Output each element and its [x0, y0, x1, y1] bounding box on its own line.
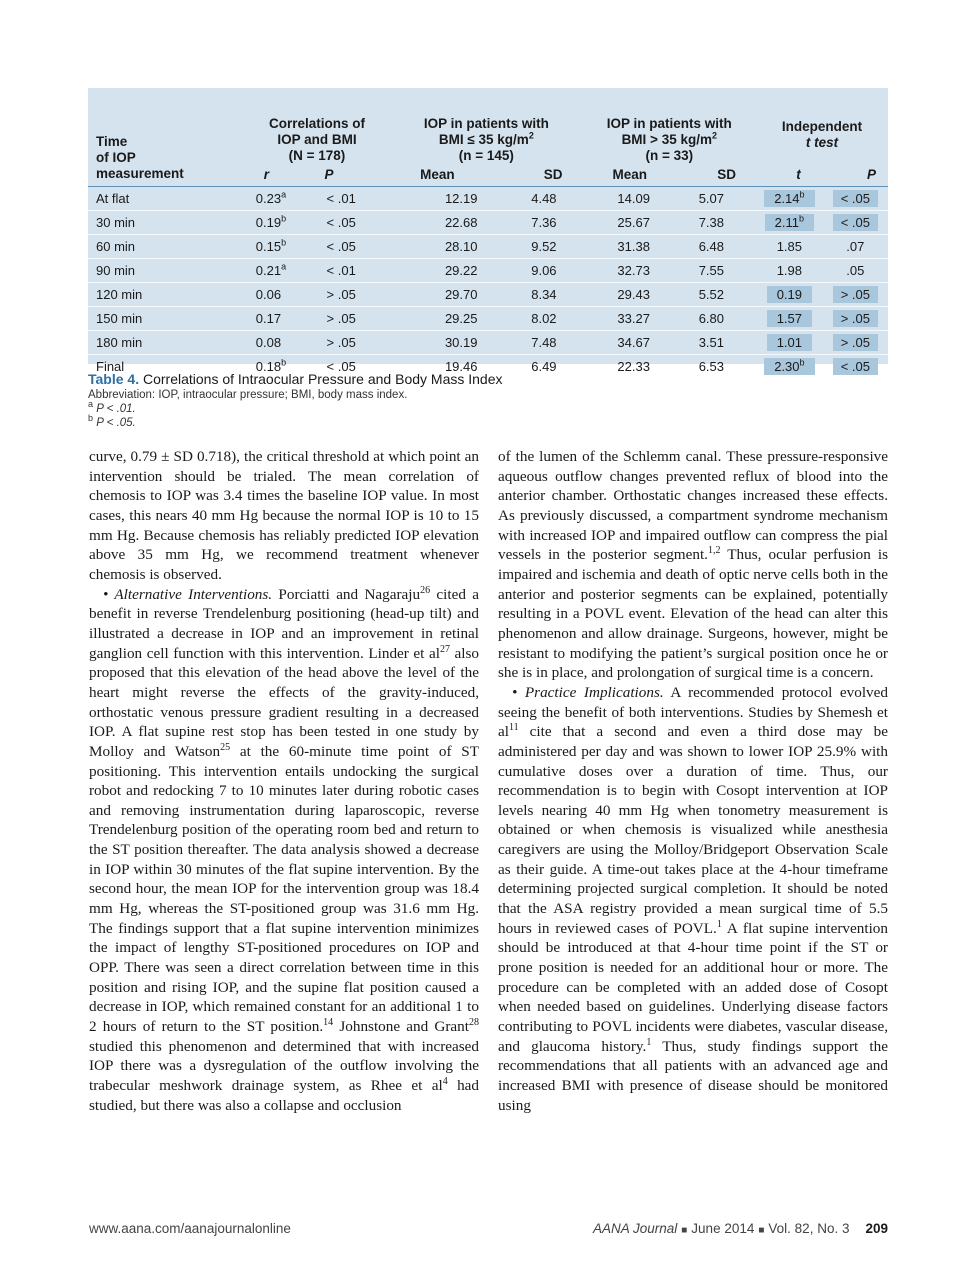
cell-p: < .05: [326, 239, 356, 254]
caption-abbreviation: Abbreviation: IOP, intraocular pressure; BMI, body mass index.: [88, 389, 408, 401]
cell-time: At flat: [96, 191, 130, 206]
cell-p: < .01: [326, 191, 356, 206]
table-row: [88, 283, 888, 307]
mean1-subheader: Mean: [420, 167, 455, 182]
cell-sd1: 7.36: [531, 215, 557, 230]
cell-r: 0.06: [255, 287, 282, 302]
correlations-group-header: Correlations of IOP and BMI (N = 178): [268, 116, 365, 163]
caption-title: Table 4. Correlations of Intraocular Pressure and Body Mass Index: [88, 371, 503, 387]
cell-mean2: 25.67: [617, 215, 650, 230]
cell-time: 30 min: [96, 215, 136, 230]
table-caption: [88, 370, 888, 430]
cell-sd1: 9.52: [531, 239, 557, 254]
cell-mean1: 28.10: [444, 239, 478, 254]
cell-sd2: 5.52: [698, 287, 725, 302]
left-column: [89, 447, 479, 1115]
t-test-group-header: Independent t test: [781, 119, 863, 150]
cell-p2: > .05: [823, 331, 888, 355]
cell-p2: > .05: [823, 307, 888, 331]
cell-mean2: 29.43: [617, 287, 650, 302]
cell-sd1: 9.06: [531, 263, 557, 278]
bmi-high-group-header: IOP in patients with BMI > 35 $kg/m^2$ (n = 33): [606, 116, 732, 163]
t-subheader: t: [796, 167, 801, 182]
alternative-interventions-paragraph: • Alternative Interventions. Porciatti and Nagaraju$^{26}$ cited a benefit in reverse Trendelenburg positioning (head-up tilt) and illustrated a decrease in IOP and an improvement in retinal ganglion cell function with this intervention. Linder et $al^{27}$ also proposed that this elevation of the head above the level of the heart might reverse the effects of the gravity-induced, orthostatic venous pressure gradient resulting in a decreased IOP. A flat supine rest stop has been tested in one study by Molloy and Watson$^{25}$ at the 60-minute time point of ST positioning. This intervention entails undocking the surgical robot and redocking 7 to 10 minutes later during robotic cases and removing instrumentation during laparoscopic, reverse Trendelenburg position of the operating room bed and return to the ST position thereafter. The data analysis showed a decrease in IOP within 30 minutes of the flat supine intervention. By the second hour, the mean IOP for the intervention group was 18.4 mm Hg, whereas the ST-positioned group was 31.6 mm Hg. The findings support that a flat supine intervention minimizes the impact of lengthy ST-positioned procedures on IOP and OPP. There was seen a direct correlation between time in this position and rising IOP, and the supine flat position caused a decrease in IOP, which remained constant for an additional 1 to 2 hours of return to the ST position.$^{14}$ Johnstone and Grant$^{28}$ studied this phenomenon and determined that with increased IOP there was a dysregulation of the outflow involving the trabecular meshwork drainage system, as Rhee et $al^4$ had studied, but there was also a collapse and occlusion: [89, 584, 479, 1114]
mean2-subheader: Mean: [612, 167, 648, 182]
cell-sd1: 4.48: [531, 191, 557, 206]
cell-mean2: 34.67: [617, 335, 650, 350]
page-number: 209: [865, 1221, 888, 1236]
cell-t: 2.30$^b$: [756, 355, 823, 379]
cell-mean1: 19.46: [444, 359, 478, 374]
cell-p2: < .05: [823, 355, 888, 379]
cell-sd2: 7.55: [698, 263, 725, 278]
cell-sd2: 6.48: [698, 239, 725, 254]
caption-note-b: $^b$ P < .05.: [88, 413, 136, 429]
cell-mean2: 31.38: [617, 239, 650, 254]
cell-mean1: 29.70: [444, 287, 478, 302]
table-row: [88, 211, 888, 235]
cell-mean2: 33.27: [617, 311, 650, 326]
cell-r: 0.18$^b$: [255, 357, 287, 374]
cell-mean1: 29.22: [444, 263, 478, 278]
cell-sd2: 5.07: [698, 191, 725, 206]
bmi-low-group-header: IOP in patients with BMI ≤ 35 $kg/m^2$ (n = 145): [423, 116, 549, 163]
cell-mean2: 22.33: [617, 359, 650, 374]
iop-bmi-table: [88, 88, 888, 378]
cell-p: < .05: [326, 359, 356, 374]
caption-note-a: $^a$ P < .01.: [88, 399, 136, 415]
p-subheader: P: [324, 167, 334, 182]
cell-r: 0.19$^b$: [255, 213, 287, 230]
cell-r: 0.23$^a$: [255, 189, 287, 206]
cell-mean1: 22.68: [444, 215, 478, 230]
cell-time: 90 min: [96, 263, 136, 278]
left-paragraph-1: curve, 0.79 ± SD 0.718), the critical threshold at which point an intervention should be trialed. The mean correlation of chemosis to IOP was 3.4 times the baseline IOP value. In most cases, this nears 40 mm Hg because the normal IOP is 10 to 15 mm Hg. Because chemosis has reliably predicted IOP elevation above 35 mm Hg, we recommend treatment whenever chemosis is observed.: [89, 448, 479, 583]
table-row: [88, 235, 888, 259]
footer-url[interactable]: www.aana.com/aanajournalonline: [89, 1221, 291, 1236]
right-paragraph-1: of the lumen of the Schlemm canal. These pressure-responsive aqueous outflow changes prevented reflux of blood into the anterior chamber. Orthostatic changes increased these effects. As previously discussed, a compartment syndrome mechanism with increased IOP and impaired outflow can compress the pial vessels in the posterior segment.$^{1,2}$ Thus, ocular perfusion is impaired and ischemia and death of optic nerve cells both in the anterior and posterior segments can be explained, potentially resulting in a POVL event. Elevation of the head can alter this phenomenon and allow drainage. Surgeons, however, might be resistant to modifying the patient’s surgical position once he or she is in place, and prolongation of surgical time is a concern.: [498, 448, 888, 682]
cell-p2: .07: [846, 239, 865, 254]
cell-t: 2.11$^b$: [756, 211, 823, 235]
cell-r: 0.08: [255, 335, 282, 350]
cell-t: 1.98: [776, 263, 802, 278]
cell-t: 1.01: [756, 331, 823, 355]
cell-sd1: 6.49: [531, 359, 557, 374]
cell-p2: .05: [846, 263, 865, 278]
table-row: [88, 259, 888, 283]
cell-r: 0.15$^b$: [255, 237, 287, 254]
table-4: [88, 88, 888, 374]
cell-r: 0.21$^a$: [255, 261, 287, 278]
cell-t: 2.14$^b$: [756, 187, 823, 211]
time-column-header: Time of IOP measurement: [96, 134, 184, 181]
cell-mean2: 14.09: [617, 191, 650, 206]
cell-sd1: 7.48: [531, 335, 557, 350]
table-row: [88, 187, 888, 211]
cell-time: Final: [96, 359, 125, 374]
cell-p: > .05: [326, 335, 356, 350]
cell-time: 60 min: [96, 239, 136, 254]
cell-p2: > .05: [823, 283, 888, 307]
cell-sd1: 8.34: [531, 287, 557, 302]
cell-t: 1.57: [756, 307, 823, 331]
cell-r: 0.17: [255, 311, 282, 326]
cell-time: 180 min: [96, 335, 143, 350]
cell-sd2: 3.51: [698, 335, 725, 350]
cell-p: < .01: [326, 263, 356, 278]
table-row: [88, 307, 888, 331]
sd1-subheader: SD: [543, 167, 563, 182]
footer-citation: AANA Journal ■ June 2014 ■ Vol. 82, No. 3 209: [592, 1221, 888, 1236]
cell-mean1: 29.25: [444, 311, 478, 326]
cell-sd2: 6.53: [698, 359, 725, 374]
p2-subheader: P: [866, 167, 876, 182]
cell-sd2: 7.38: [698, 215, 725, 230]
cell-time: 150 min: [96, 311, 143, 326]
cell-mean1: 12.19: [444, 191, 478, 206]
cell-p2: < .05: [823, 187, 888, 211]
cell-p: > .05: [326, 287, 356, 302]
cell-time: 120 min: [96, 287, 143, 302]
cell-t: 0.19: [756, 283, 823, 307]
sd2-subheader: SD: [717, 167, 737, 182]
cell-p: > .05: [326, 311, 356, 326]
cell-sd2: 6.80: [698, 311, 725, 326]
cell-sd1: 8.02: [531, 311, 557, 326]
table-row: [88, 331, 888, 355]
cell-p2: < .05: [823, 211, 888, 235]
cell-p: < .05: [326, 215, 356, 230]
cell-t: 1.85: [776, 239, 802, 254]
cell-mean2: 32.73: [617, 263, 650, 278]
cell-mean1: 30.19: [444, 335, 478, 350]
practice-implications-paragraph: • Practice Implications. A recommended protocol evolved seeing the benefit of both interventions. Studies by Shemesh et $al^{11}$ cite that a second and even a third dose may be administered per day and was shown to lower IOP 25.9% with cumulative doses over a duration of time. Thus, our recommendation is to begin with Cosopt intervention at IOP levels nearing 40 mm Hg when tonometry measurement is obtained or when chemosis is visualized while anesthesia caregivers are using the Molloy/Bridgeport Observation Scale as their guide. A time-out takes place at the 4-hour timeframe determining projected surgical completion. It should be noted that the ASA registry provided a mean surgical time of 5.5 hours in reviewed cases of POVL.$^1$ A flat supine intervention should be introduced at that 4-hour time point if the ST or prone position is needed for an additional hour or more. The procedure can be completed with an added dose of Cosopt when needed based on guidelines. Underlying disease factors contributing to POVL incidents were diabetes, vascular disease, and glaucoma history.$^1$ Thus, study findings support the recommendations that all patients with an advanced age and increased BMI with presence of disease should be monitored using: [498, 683, 888, 1114]
right-column: [498, 447, 888, 1115]
r-subheader: r: [263, 167, 270, 182]
